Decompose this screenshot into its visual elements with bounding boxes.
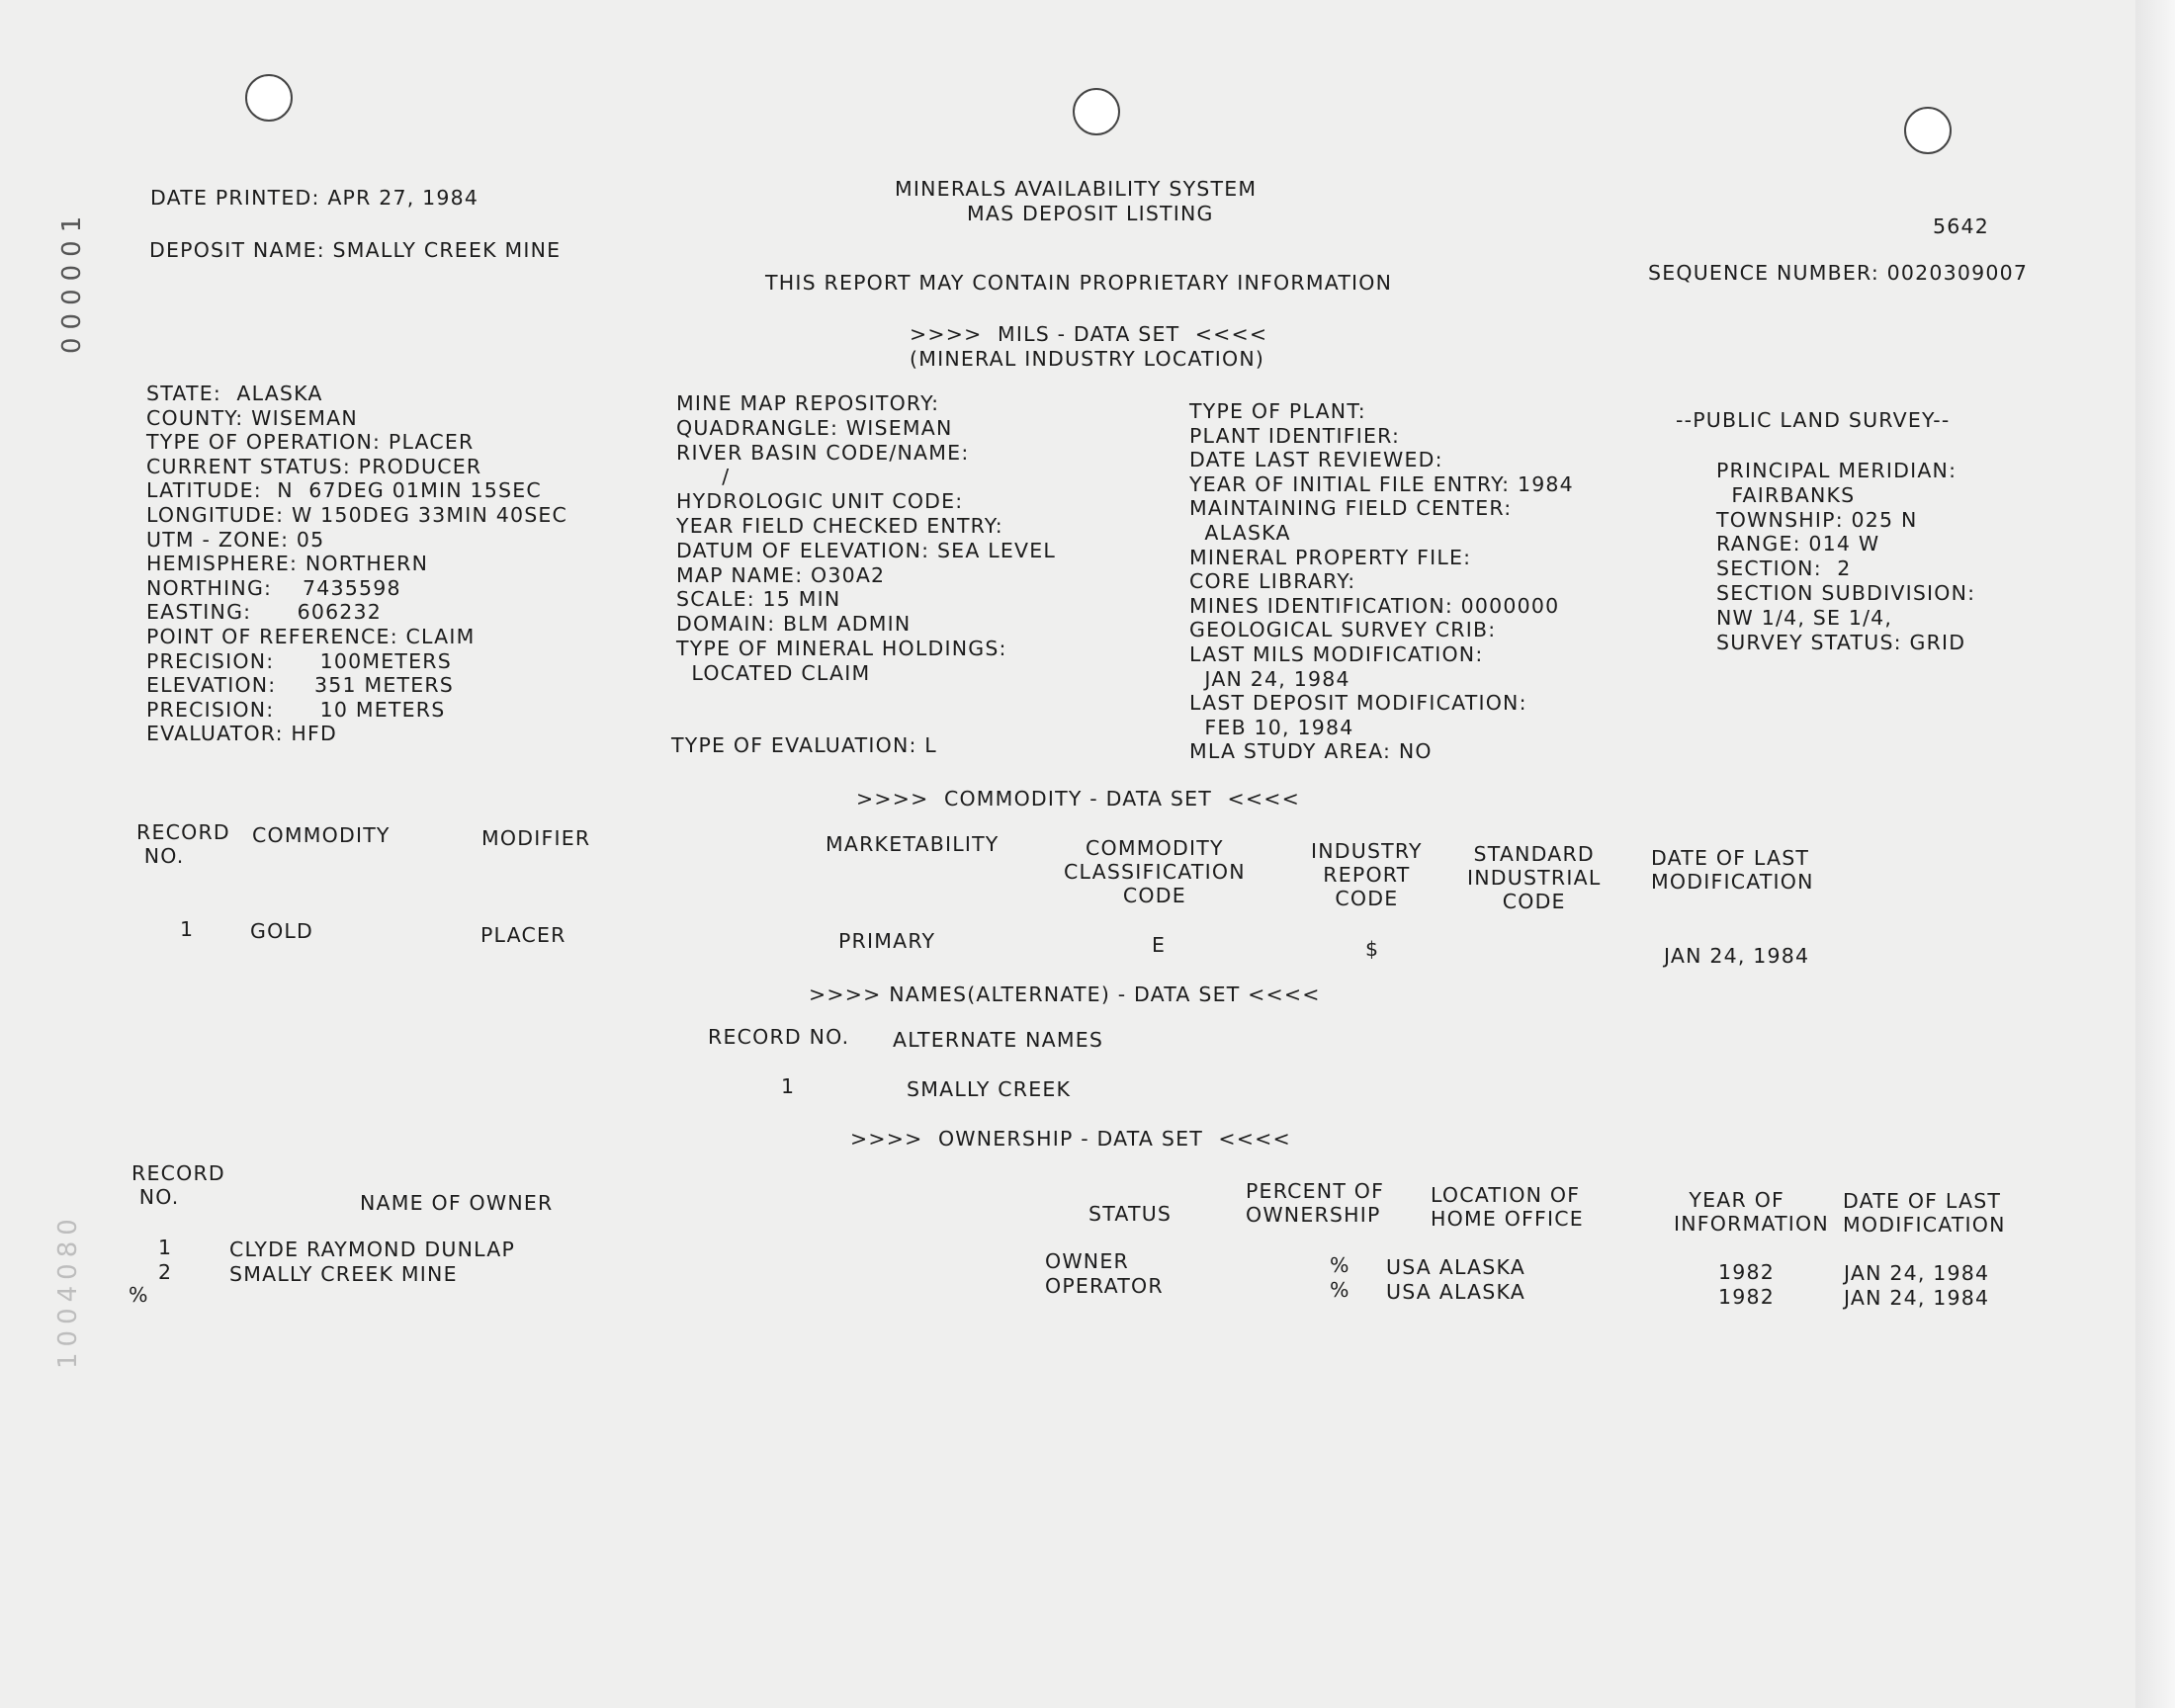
ownership-row-2-date: JAN 24, 1984 <box>1844 1286 1990 1310</box>
mils-map-line: YEAR FIELD CHECKED ENTRY: <box>676 514 1003 538</box>
mils-file-line: FEB 10, 1984 <box>1189 715 1354 739</box>
mils-land-survey-line: NW 1/4, SE 1/4, <box>1716 605 1893 630</box>
commodity-date: JAN 24, 1984 <box>1664 944 1810 968</box>
mils-map-line: LOCATED CLAIM <box>676 660 871 685</box>
mils-subtitle: (MINERAL INDUSTRY LOCATION) <box>910 347 1265 371</box>
ownership-header-owner: NAME OF OWNER <box>360 1191 554 1215</box>
mils-file-line: JAN 24, 1984 <box>1189 666 1350 691</box>
mils-file-line: ALASKA <box>1189 521 1291 545</box>
mils-file-line: CORE LIBRARY: <box>1189 569 1356 594</box>
ownership-header-date: DATE OF LAST MODIFICATION <box>1843 1189 2006 1237</box>
mils-location-line: UTM - ZONE: 05 <box>146 527 325 552</box>
mils-location-line: ELEVATION: 351 METERS <box>146 673 455 698</box>
commodity-header-record: RECORD NO. <box>136 820 230 868</box>
mils-map-line: HYDROLOGIC UNIT CODE: <box>676 489 964 514</box>
proprietary-notice: THIS REPORT MAY CONTAIN PROPRIETARY INFORMATION <box>765 271 1393 295</box>
mils-land-survey-line: SURVEY STATUS: GRID <box>1716 630 1966 654</box>
date-printed: DATE PRINTED: APR 27, 1984 <box>150 186 479 210</box>
mils-file-line: GEOLOGICAL SURVEY CRIB: <box>1189 618 1497 642</box>
commodity-header-date: DATE OF LAST MODIFICATION <box>1651 846 1814 894</box>
mils-location-line: PRECISION: 100METERS <box>146 648 452 673</box>
mils-location-line: STATE: ALASKA <box>146 382 323 405</box>
commodity-name: GOLD <box>250 919 314 943</box>
ownership-header-record: RECORD NO. <box>131 1161 225 1209</box>
commodity-header-sic: STANDARD INDUSTRIAL CODE <box>1467 842 1602 913</box>
mils-file-line: YEAR OF INITIAL FILE ENTRY: 1984 <box>1189 471 1574 496</box>
mils-file-line: TYPE OF PLANT: <box>1189 399 1366 423</box>
ownership-row-2-percent: % <box>1330 1278 1350 1302</box>
ownership-header-year: YEAR OF INFORMATION <box>1674 1188 1829 1236</box>
mils-land-survey-line: SECTION: 2 <box>1716 556 1852 581</box>
mils-location-line: POINT OF REFERENCE: CLAIM <box>146 625 476 648</box>
ownership-row-2-location: USA ALASKA <box>1386 1280 1525 1304</box>
mils-map-line: DOMAIN: BLM ADMIN <box>676 612 912 637</box>
margin-stamp-bottom: 1004080 <box>53 1213 83 1369</box>
ownership-header-percent: PERCENT OF OWNERSHIP <box>1246 1179 1385 1227</box>
mils-file-line: PLANT IDENTIFIER: <box>1189 423 1401 448</box>
ownership-row-1-status: OWNER <box>1045 1249 1129 1273</box>
ownership-header-location: LOCATION OF HOME OFFICE <box>1431 1183 1584 1231</box>
public-land-survey-title: --PUBLIC LAND SURVEY-- <box>1676 408 1951 432</box>
names-header-alternate: ALTERNATE NAMES <box>893 1028 1104 1052</box>
deposit-name: DEPOSIT NAME: SMALLY CREEK MINE <box>149 238 562 262</box>
page-number: 5642 <box>1933 214 1989 238</box>
commodity-marketability: PRIMARY <box>838 929 936 953</box>
mils-location-line: LONGITUDE: W 150DEG 33MIN 40SEC <box>146 503 568 527</box>
mils-map-line: RIVER BASIN CODE/NAME: <box>676 440 970 465</box>
commodity-header-marketability: MARKETABILITY <box>826 832 1000 856</box>
mils-location-line: TYPE OF OPERATION: PLACER <box>146 430 475 455</box>
ownership-row-1-owner: CLYDE RAYMOND DUNLAP <box>229 1238 516 1261</box>
listing-title: MAS DEPOSIT LISTING <box>967 202 1214 225</box>
names-alternate-name: SMALLY CREEK <box>907 1077 1072 1101</box>
binder-hole-left <box>245 74 293 122</box>
mils-map-line: / <box>676 465 731 489</box>
ownership-row-1-location: USA ALASKA <box>1386 1255 1525 1279</box>
mils-file-line: MINES IDENTIFICATION: 0000000 <box>1189 593 1560 618</box>
mils-location-line: PRECISION: 10 METERS <box>146 697 446 722</box>
mils-map-line: MINE MAP REPOSITORY: <box>676 391 940 415</box>
ownership-row-2-record: 2 <box>158 1260 173 1284</box>
sequence-number: SEQUENCE NUMBER: 0020309007 <box>1648 261 2029 285</box>
commodity-header-classification-code: COMMODITY CLASSIFICATION CODE <box>1064 836 1246 907</box>
mils-file-line: MINERAL PROPERTY FILE: <box>1189 545 1472 569</box>
ownership-trailing-percent: % <box>129 1283 149 1307</box>
mils-land-survey-line: PRINCIPAL MERIDIAN: <box>1716 459 1958 482</box>
mils-title: >>>> MILS - DATA SET <<<< <box>910 322 1268 346</box>
names-title: >>>> NAMES(ALTERNATE) - DATA SET <<<< <box>809 982 1321 1006</box>
commodity-classification-code: E <box>1152 933 1167 957</box>
type-of-evaluation: TYPE OF EVALUATION: L <box>671 733 937 757</box>
ownership-row-1-date: JAN 24, 1984 <box>1844 1261 1990 1285</box>
mils-file-line: LAST DEPOSIT MODIFICATION: <box>1189 691 1527 716</box>
mils-location-line: EASTING: 606232 <box>146 600 383 625</box>
mils-map-line: QUADRANGLE: WISEMAN <box>676 415 953 440</box>
commodity-title: >>>> COMMODITY - DATA SET <<<< <box>856 787 1300 811</box>
system-title: MINERALS AVAILABILITY SYSTEM <box>895 177 1258 201</box>
binder-hole-right <box>1904 107 1952 154</box>
mils-map-line: TYPE OF MINERAL HOLDINGS: <box>676 637 1007 660</box>
margin-stamp-top: 000001 <box>57 208 87 354</box>
commodity-industry-report-code: $ <box>1365 937 1380 961</box>
names-header-record: RECORD NO. <box>708 1025 850 1049</box>
mils-map-line: MAP NAME: O30A2 <box>676 562 886 587</box>
mils-file-line: DATE LAST REVIEWED: <box>1189 448 1443 472</box>
mils-file-line: MLA STUDY AREA: NO <box>1189 739 1433 764</box>
ownership-row-2-status: OPERATOR <box>1045 1274 1164 1298</box>
ownership-row-1-record: 1 <box>158 1236 173 1259</box>
mils-location-line: EVALUATOR: HFD <box>146 722 338 746</box>
mils-land-survey-line: FAIRBANKS <box>1716 482 1856 507</box>
commodity-header-industry-report-code: INDUSTRY REPORT CODE <box>1311 839 1423 910</box>
commodity-record-no: 1 <box>180 917 195 941</box>
mils-land-survey-line: RANGE: 014 W <box>1716 532 1880 556</box>
ownership-header-status: STATUS <box>1088 1202 1173 1226</box>
mils-map-line: DATUM OF ELEVATION: SEA LEVEL <box>676 538 1057 562</box>
names-record-no: 1 <box>781 1074 796 1098</box>
mils-location-line: CURRENT STATUS: PRODUCER <box>146 454 482 478</box>
mils-land-survey-line: TOWNSHIP: 025 N <box>1716 507 1918 532</box>
mils-location-line: NORTHING: 7435598 <box>146 575 401 600</box>
ownership-row-2-year: 1982 <box>1718 1285 1775 1309</box>
ownership-row-1-percent: % <box>1330 1253 1350 1277</box>
mils-file-line: LAST MILS MODIFICATION: <box>1189 642 1484 666</box>
mils-location-line: LATITUDE: N 67DEG 01MIN 15SEC <box>146 478 542 503</box>
mils-land-survey-line: SECTION SUBDIVISION: <box>1716 581 1976 605</box>
mils-location-line: HEMISPHERE: NORTHERN <box>146 552 429 576</box>
mils-location-line: COUNTY: WISEMAN <box>146 405 358 430</box>
mils-file-line: MAINTAINING FIELD CENTER: <box>1189 496 1513 521</box>
binder-hole-center <box>1073 88 1120 135</box>
commodity-header-commodity: COMMODITY <box>252 823 391 847</box>
ownership-row-1-year: 1982 <box>1718 1260 1775 1284</box>
commodity-header-modifier: MODIFIER <box>481 826 591 850</box>
ownership-row-2-owner: SMALLY CREEK MINE <box>229 1262 458 1286</box>
ownership-title: >>>> OWNERSHIP - DATA SET <<<< <box>850 1127 1291 1151</box>
mils-map-line: SCALE: 15 MIN <box>676 587 841 612</box>
commodity-modifier: PLACER <box>480 923 566 947</box>
